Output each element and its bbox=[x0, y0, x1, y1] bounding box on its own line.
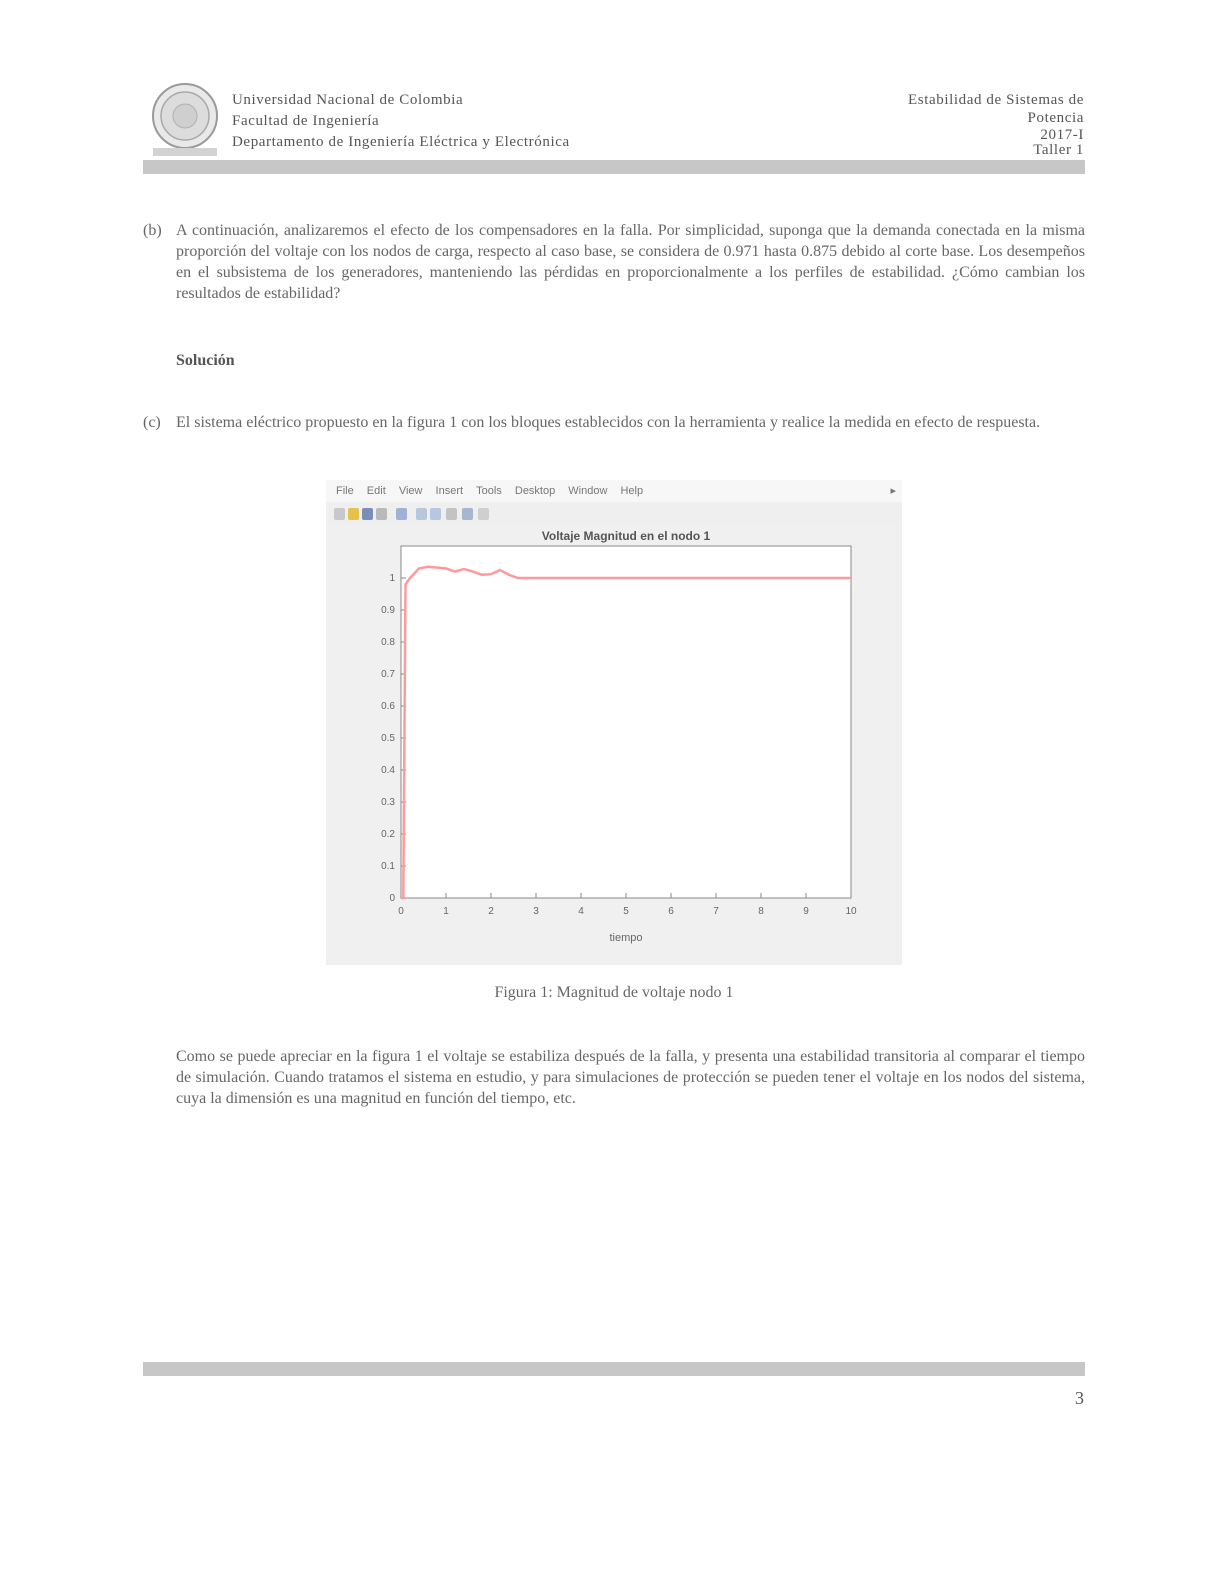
y-tick-label: 0.1 bbox=[381, 861, 395, 872]
x-axis-label: tiempo bbox=[609, 932, 643, 944]
open-folder-icon[interactable] bbox=[348, 508, 359, 520]
menu-insert[interactable]: Insert bbox=[435, 485, 464, 497]
x-tick-label: 0 bbox=[398, 906, 404, 917]
university-seal-logo bbox=[150, 80, 220, 158]
header-assignment: Taller 1 bbox=[1033, 142, 1084, 158]
menu-desktop[interactable]: Desktop bbox=[514, 485, 556, 497]
figure-caption: Figura 1: Magnitud de voltaje nodo 1 bbox=[494, 984, 734, 1001]
item-c-text: El sistema eléctrico propuesto en la figura 1 con los bloques establecidos con la herramienta y realice la medida en efecto de respuesta. bbox=[176, 414, 1041, 431]
y-tick-label: 0.6 bbox=[381, 701, 395, 712]
menu-expand-icon[interactable]: ▸ bbox=[890, 485, 896, 497]
voltage-chart bbox=[326, 526, 902, 965]
new-figure-icon[interactable] bbox=[334, 508, 345, 520]
x-tick-label: 3 bbox=[533, 906, 539, 917]
menu-file[interactable]: File bbox=[336, 485, 354, 497]
edit-plot-icon[interactable] bbox=[396, 508, 407, 520]
zoom-in-icon[interactable] bbox=[416, 508, 427, 520]
menu-window[interactable]: Window bbox=[568, 485, 608, 497]
menu-view[interactable]: View bbox=[398, 485, 423, 497]
x-tick-label: 6 bbox=[668, 906, 674, 917]
header-rule bbox=[143, 160, 1085, 174]
x-tick-label: 2 bbox=[488, 906, 494, 917]
y-tick-label: 0.8 bbox=[381, 637, 395, 648]
closing-paragraph: Como se puede apreciar en la figura 1 el voltaje se estabiliza después de la falla, y presenta una estabilidad transitoria al comparar el tiempo de simulación. Cuando tratamos el sistema en estudio, y para simulaciones de protección se pueden tener el voltaje en los nodos del sistema, cuya la dimensión es una magnitud en función del tiempo, etc. bbox=[176, 1048, 1085, 1107]
figure-window bbox=[326, 480, 902, 965]
y-tick-label: 0.7 bbox=[381, 669, 395, 680]
data-cursor-icon[interactable] bbox=[462, 508, 473, 520]
menu-tools[interactable]: Tools bbox=[476, 485, 502, 497]
x-tick-label: 4 bbox=[578, 906, 584, 917]
y-tick-label: 0 bbox=[389, 893, 395, 904]
header-university: Universidad Nacional de Colombia bbox=[232, 92, 464, 108]
x-tick-label: 1 bbox=[443, 906, 449, 917]
save-icon[interactable] bbox=[362, 508, 373, 520]
plot-area bbox=[401, 546, 851, 898]
zoom-out-icon[interactable] bbox=[430, 508, 441, 520]
item-c-number: (c) bbox=[143, 414, 161, 431]
menu-help[interactable]: Help bbox=[620, 485, 644, 497]
header-faculty: Facultad de Ingeniería bbox=[232, 113, 380, 129]
item-b-number: (b) bbox=[143, 222, 162, 239]
header-term: 2017-I bbox=[1040, 127, 1084, 143]
page-number: 3 bbox=[1075, 1388, 1084, 1408]
y-tick-label: 1 bbox=[389, 573, 395, 584]
item-b-text: A continuación, analizaremos el efecto de los compensadores en la falla. Por simplicidad, suponga que la demanda conectada en la misma proporción del voltaje con los nodos de carga, respecto al caso base, se considera de 0.971 hasta 0.875 debido al corte base. Los desempeños en el subsistema de los generadores, manteniendo las pérdidas en proporcionalmente a los perfiles de estabilidad. ¿Cómo cambian los resultados de estabilidad? bbox=[176, 222, 1085, 302]
header-course-cont: Potencia bbox=[1027, 110, 1084, 126]
insert-colorbar-icon[interactable] bbox=[478, 508, 489, 520]
y-tick-label: 0.2 bbox=[381, 829, 395, 840]
figure-toolbar bbox=[326, 502, 902, 526]
print-icon[interactable] bbox=[376, 508, 387, 520]
x-tick-label: 8 bbox=[758, 906, 764, 917]
x-tick-label: 5 bbox=[623, 906, 629, 917]
y-tick-label: 0.9 bbox=[381, 605, 395, 616]
figure-menubar bbox=[326, 480, 902, 502]
y-tick-label: 0.3 bbox=[381, 797, 395, 808]
x-tick-label: 7 bbox=[713, 906, 719, 917]
item-c bbox=[143, 412, 1085, 433]
footer-rule bbox=[143, 1362, 1085, 1376]
x-tick-label: 9 bbox=[803, 906, 809, 917]
pan-icon[interactable] bbox=[446, 508, 457, 520]
header-department: Departamento de Ingeniería Eléctrica y Electrónica bbox=[232, 134, 570, 150]
chart-title: Voltaje Magnitud en el nodo 1 bbox=[541, 529, 711, 543]
x-tick-label: 10 bbox=[845, 906, 857, 917]
y-tick-label: 0.4 bbox=[381, 765, 395, 776]
solution-heading: Solución bbox=[176, 352, 235, 369]
header-course: Estabilidad de Sistemas de bbox=[908, 92, 1084, 108]
y-tick-label: 0.5 bbox=[381, 733, 395, 744]
menu-edit[interactable]: Edit bbox=[366, 485, 386, 497]
item-b bbox=[143, 220, 1085, 304]
